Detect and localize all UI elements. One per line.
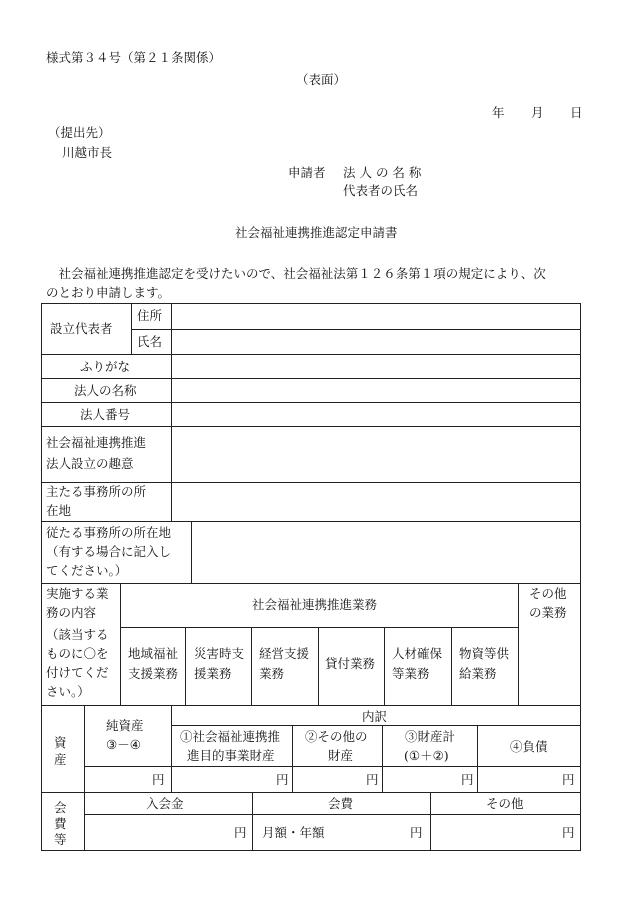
- corp-name-label: 法 人 の 名 称: [343, 165, 422, 180]
- address-label: 住所: [137, 308, 163, 323]
- main-office-label-2: 在地: [46, 503, 72, 518]
- side-label: （表面）: [296, 72, 347, 87]
- biz-staffing-1[interactable]: 人材確保: [392, 646, 443, 661]
- assets-label-1: 資: [54, 735, 67, 750]
- fees-label-3: 等: [54, 832, 67, 847]
- main-office-label-1: 主たる事務所の所: [46, 484, 147, 499]
- representative-label: 代表者の氏名: [343, 183, 419, 198]
- yen-net: 円: [152, 772, 165, 787]
- biz-supplies-1[interactable]: 物資等供: [459, 646, 510, 661]
- asset-4-label: ④負債: [510, 739, 548, 754]
- fees-label-1: 会: [54, 800, 67, 815]
- submit-to: 川越市長: [62, 145, 113, 160]
- fees-label-2: 費: [54, 816, 67, 831]
- business-label-4: ものに〇を: [46, 646, 109, 661]
- biz-community-2: 支援業務: [128, 666, 179, 681]
- date-year: 年: [492, 105, 505, 120]
- submit-to-label: （提出先）: [48, 125, 111, 140]
- sub-office-value[interactable]: [192, 523, 580, 582]
- intro-line-1: 社会福祉連携推進認定を受けたいので、社会福祉法第１２６条第１項の規定により、次: [46, 266, 546, 281]
- intro-line-2: のとおり申請します。: [46, 285, 171, 300]
- main-office-value[interactable]: [172, 484, 580, 520]
- yen-asset-3: 円: [461, 772, 474, 787]
- business-label-3: （該当する: [46, 627, 109, 642]
- yen-membership-fee: 円: [410, 825, 423, 840]
- sub-office-label-3: てください。）: [46, 563, 128, 578]
- asset-1-label-2: 進目的事業財産: [187, 748, 275, 763]
- asset-3-label-2: (①＋②): [404, 748, 449, 763]
- sub-office-label-1: 従たる事務所の所在地: [46, 525, 172, 540]
- other-business-label-2: の業務: [529, 605, 567, 620]
- biz-supplies-2: 給業務: [459, 666, 497, 681]
- asset-3-label-1: ③財産計: [405, 729, 456, 744]
- purpose-label-1: 社会福祉連携推進: [46, 435, 147, 450]
- monthly-annual-label[interactable]: 月額・年額: [262, 825, 325, 840]
- page-title: 社会福祉連携推進認定申請書: [235, 225, 398, 240]
- yen-asset-1: 円: [276, 772, 289, 787]
- biz-disaster-2: 援業務: [194, 666, 232, 681]
- asset-2-label-1: ②その他の: [305, 729, 368, 744]
- corp-name-row-label: 法人の名称: [74, 383, 137, 398]
- yen-fees-other: 円: [562, 825, 575, 840]
- business-label-6: さい。）: [46, 684, 90, 699]
- name-label: 氏名: [137, 334, 163, 349]
- biz-disaster-1[interactable]: 災害時支: [194, 646, 245, 661]
- breakdown-label: 内訳: [362, 709, 388, 724]
- biz-community-1[interactable]: 地域福祉: [128, 646, 179, 661]
- business-label-5: 付けてくだ: [46, 665, 109, 680]
- founder-address-value[interactable]: [172, 306, 580, 328]
- biz-management-1[interactable]: 経営支援: [259, 646, 310, 661]
- fees-other-label: その他: [486, 796, 524, 811]
- yen-entry-fee: 円: [234, 825, 247, 840]
- biz-management-2: 業務: [259, 666, 285, 681]
- other-business-value[interactable]: [519, 629, 580, 704]
- form-number: 様式第３４号（第２１条関係）: [46, 50, 222, 65]
- purpose-label-2: 法人設立の趣意: [46, 456, 134, 471]
- other-business-label-1: その他: [529, 586, 567, 601]
- sub-office-label-2: （有する場合に記入し: [46, 544, 172, 559]
- purpose-value[interactable]: [172, 428, 580, 481]
- founder-name-value[interactable]: [172, 331, 580, 353]
- entry-fee-label: 入会金: [146, 796, 184, 811]
- asset-1-label-1: ①社会福祉連携推: [180, 729, 281, 744]
- business-label-1: 実施する業: [46, 586, 109, 601]
- corp-number-value[interactable]: [172, 404, 580, 425]
- corp-number-label: 法人番号: [80, 407, 131, 422]
- furigana-value[interactable]: [172, 356, 580, 377]
- assets-label-2: 産: [54, 752, 67, 767]
- founder-label: 設立代表者: [50, 321, 113, 336]
- business-label-2: 務の内容: [46, 605, 97, 620]
- date-month: 月: [531, 105, 544, 120]
- membership-fee-label: 会費: [328, 796, 354, 811]
- furigana-label: ふりがな: [80, 359, 131, 374]
- net-assets-label-2: ③－④: [106, 737, 141, 752]
- biz-staffing-2: 等業務: [392, 666, 430, 681]
- yen-asset-2: 円: [366, 772, 379, 787]
- business-group-label: 社会福祉連携推進業務: [252, 597, 378, 612]
- net-assets-label-1: 純資産: [106, 718, 144, 733]
- date-day: 日: [570, 105, 583, 120]
- yen-asset-4: 円: [562, 772, 575, 787]
- applicant-label: 申請者: [288, 165, 326, 180]
- biz-loan[interactable]: 貸付業務: [325, 656, 376, 671]
- corp-name-value[interactable]: [172, 380, 580, 401]
- asset-2-label-2: 財産: [328, 748, 354, 763]
